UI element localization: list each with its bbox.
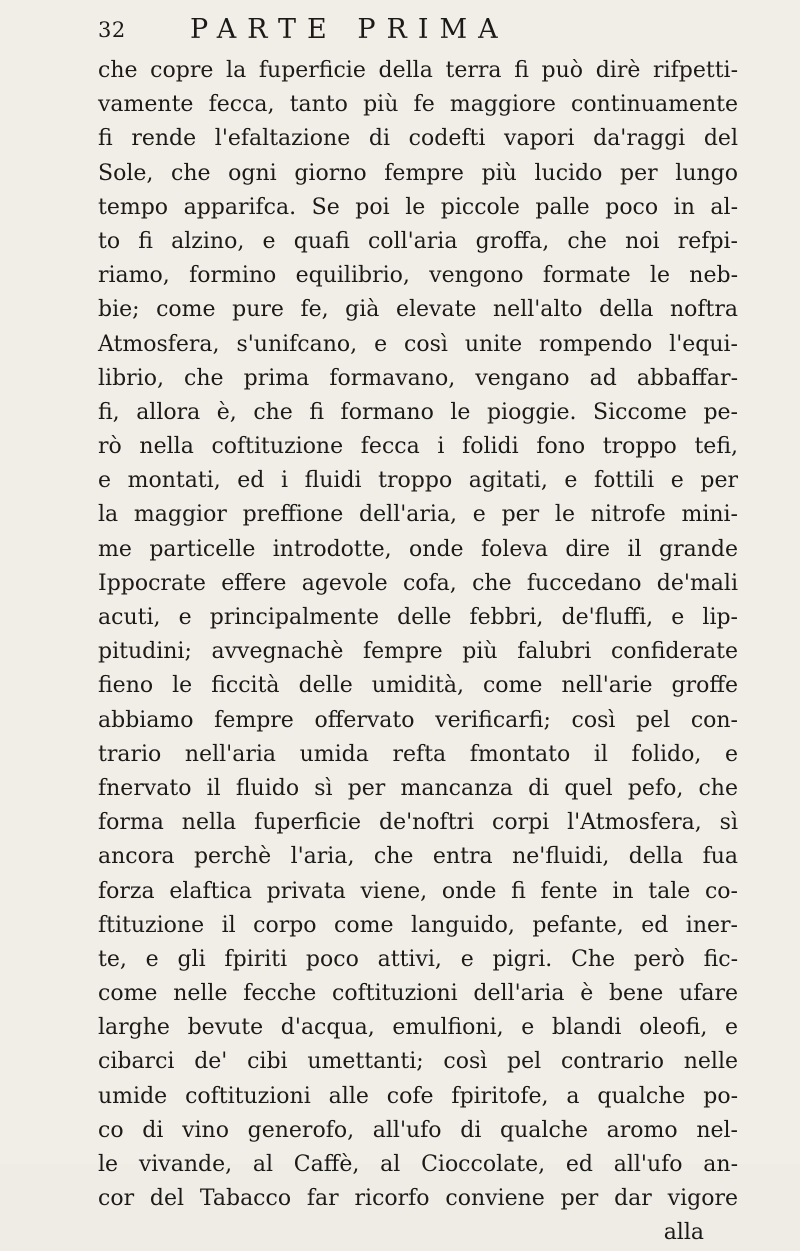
text-line: co di vino generofo, all'ufo di qualche aromo nel- bbox=[98, 1117, 738, 1143]
text-line: rò nella coftituzione fecca i folidi fono troppo tefi, bbox=[98, 434, 738, 460]
text-line: vamente fecca, tanto più fe maggiore continuamente bbox=[98, 92, 738, 118]
text-line: cor del Tabacco far ricorfo conviene per dar vigore bbox=[98, 1186, 738, 1212]
text-line: che copre la fuperficie della terra fi può dirè rifpetti- bbox=[98, 58, 738, 83]
text-line: Ippocrate effere agevole cofa, che fuccedano de'mali bbox=[98, 570, 738, 596]
text-line: fnervato il fluido sì per mancanza di quel pefo, che bbox=[98, 775, 738, 801]
text-line: te, e gli fpiriti poco attivi, e pigri. Che però fic- bbox=[98, 946, 738, 972]
text-line: librio, che prima formavano, vengano ad abbaffar- bbox=[98, 365, 738, 391]
running-head: PARTE PRIMA bbox=[190, 14, 509, 45]
text-line: cibarci de' cibi umettanti; così pel contrario nelle bbox=[98, 1049, 738, 1075]
text-line: le vivande, al Caffè, al Cioccolate, ed all'ufo an- bbox=[98, 1152, 738, 1177]
text-line: to fi alzino, e quafi coll'aria groffa, che noi refpi- bbox=[98, 228, 738, 254]
text-line: riamo, formino equilibrio, vengono formate le neb- bbox=[98, 263, 738, 289]
text-line: Atmosfera, s'unifcano, e così unite rompendo l'equi- bbox=[98, 331, 738, 357]
text-line: ancora perchè l'aria, che entra ne'fluidi, della fua bbox=[98, 844, 738, 870]
text-line: acuti, e principalmente delle febbri, de'fluffi, e lip- bbox=[98, 605, 738, 630]
text-line: come nelle fecche coftituzioni dell'aria è bene ufare bbox=[98, 981, 738, 1007]
text-line: forma nella fuperficie de'noftri corpi l'Atmosfera, sì bbox=[98, 810, 738, 836]
text-line: pitudini; avvegnachè fempre più falubri confiderate bbox=[98, 639, 738, 665]
body-text bbox=[98, 54, 738, 1251]
text-line: fi rende l'efaltazione di codefti vapori da'raggi del bbox=[98, 126, 738, 152]
catchword: alla bbox=[663, 1220, 704, 1246]
text-line: trario nell'aria umida refta fmontato il folido, e bbox=[98, 741, 738, 767]
text-line: fieno le ficcità delle umidità, come nell'arie groffe bbox=[98, 673, 738, 699]
text-line: tempo apparifca. Se poi le piccole palle poco in al- bbox=[98, 194, 738, 220]
text-line: larghe bevute d'acqua, emulfioni, e blandi oleofi, e bbox=[98, 1015, 738, 1041]
text-line: e montati, ed i fluidi troppo agitati, e fottili e per bbox=[98, 468, 738, 494]
text-line: forza elaftica privata viene, onde fi fente in tale co- bbox=[98, 878, 738, 904]
text-line: Sole, che ogni giorno fempre più lucido per lungo bbox=[98, 160, 738, 186]
text-line: me particelle introdotte, onde foleva dire il grande bbox=[98, 536, 738, 562]
text-line: fi, allora è, che fi formano le pioggie. Siccome pe- bbox=[98, 399, 738, 425]
page-number: 32 bbox=[98, 18, 126, 42]
page-header bbox=[98, 14, 698, 46]
text-line: bie; come pure fe, già elevate nell'alto della noftra bbox=[98, 297, 738, 323]
text-line: ftituzione il corpo come languido, pefante, ed iner- bbox=[98, 912, 738, 938]
text-line: umide coftituzioni alle cofe fpiritofe, a qualche po- bbox=[98, 1083, 738, 1109]
text-line: abbiamo fempre offervato verificarfi; così pel con- bbox=[98, 707, 738, 733]
text-line: la maggior preffione dell'aria, e per le nitrofe mini- bbox=[98, 502, 738, 528]
